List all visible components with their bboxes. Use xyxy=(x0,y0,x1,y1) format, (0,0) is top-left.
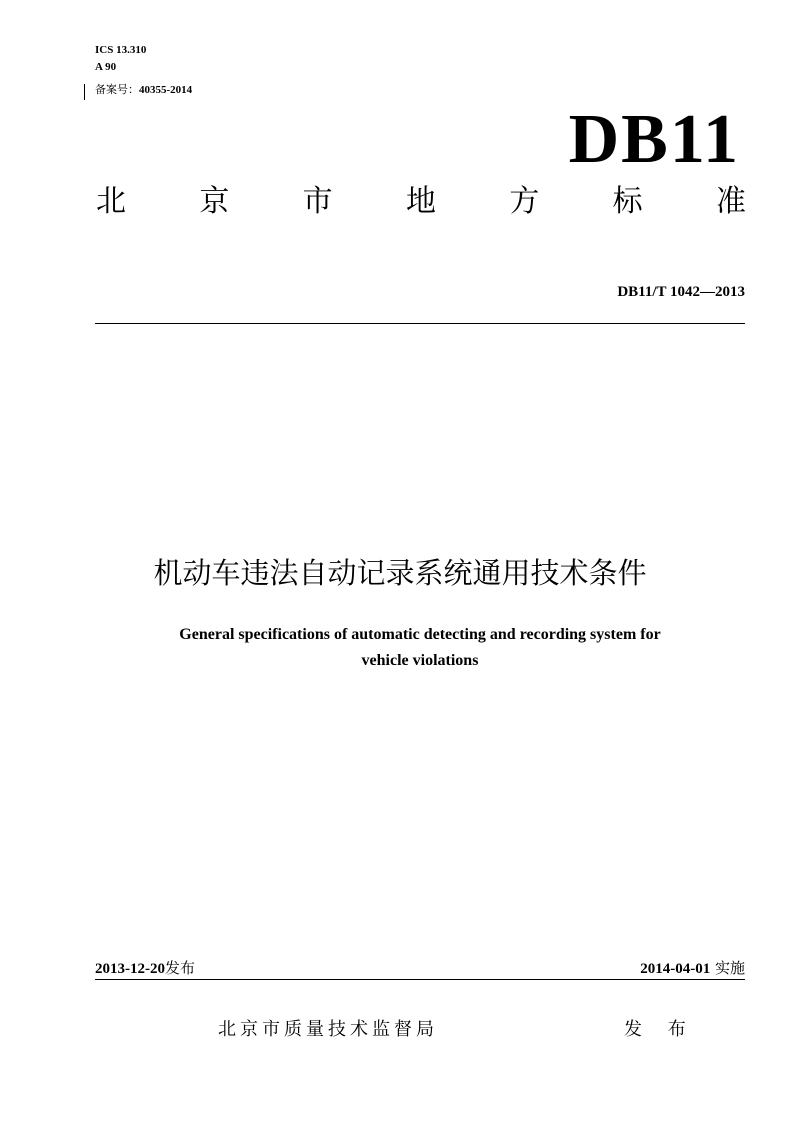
publisher: 北京市质量技术监督局 xyxy=(218,1019,438,1040)
standard-type-char: 市 xyxy=(302,184,333,219)
standard-type xyxy=(96,176,746,220)
standard-type-char: 京 xyxy=(199,184,230,219)
implementation-date-value: 2014-04-01 xyxy=(640,961,711,977)
title-english xyxy=(80,622,760,674)
published-label: 发 布 xyxy=(624,1019,696,1040)
standard-type-char: 标 xyxy=(612,184,643,219)
standard-type-char: 北 xyxy=(96,184,126,219)
ics-code: ICS 13.310 xyxy=(95,44,147,56)
standard-type-char: 地 xyxy=(405,184,436,219)
filing-label: 备案号： xyxy=(95,83,139,96)
title-english-line2: vehicle violations xyxy=(361,652,479,669)
implementation-label: 实施 xyxy=(714,959,745,977)
standard-number: DB11/T 1042—2013 xyxy=(617,284,745,300)
standard-type-char: 方 xyxy=(509,184,540,219)
issue-label: 发布 xyxy=(165,959,196,977)
standard-type-char: 准 xyxy=(715,184,746,219)
filing-marker xyxy=(84,84,85,100)
top-divider xyxy=(95,323,745,324)
implementation-date xyxy=(640,958,745,979)
bottom-divider xyxy=(95,979,745,980)
issue-date-value: 2013-12-20 xyxy=(95,961,165,977)
title-chinese: 机动车违法自动记录系统通用技术条件 xyxy=(153,556,647,590)
filing-value: 40355-2014 xyxy=(139,84,193,96)
clc-code: A 90 xyxy=(95,61,117,73)
issue-date xyxy=(95,958,195,979)
title-english-line1: General specifications of automatic detecting and recording system for xyxy=(179,626,661,643)
db-logo: DB11 xyxy=(568,101,740,178)
filing-number xyxy=(95,83,192,97)
